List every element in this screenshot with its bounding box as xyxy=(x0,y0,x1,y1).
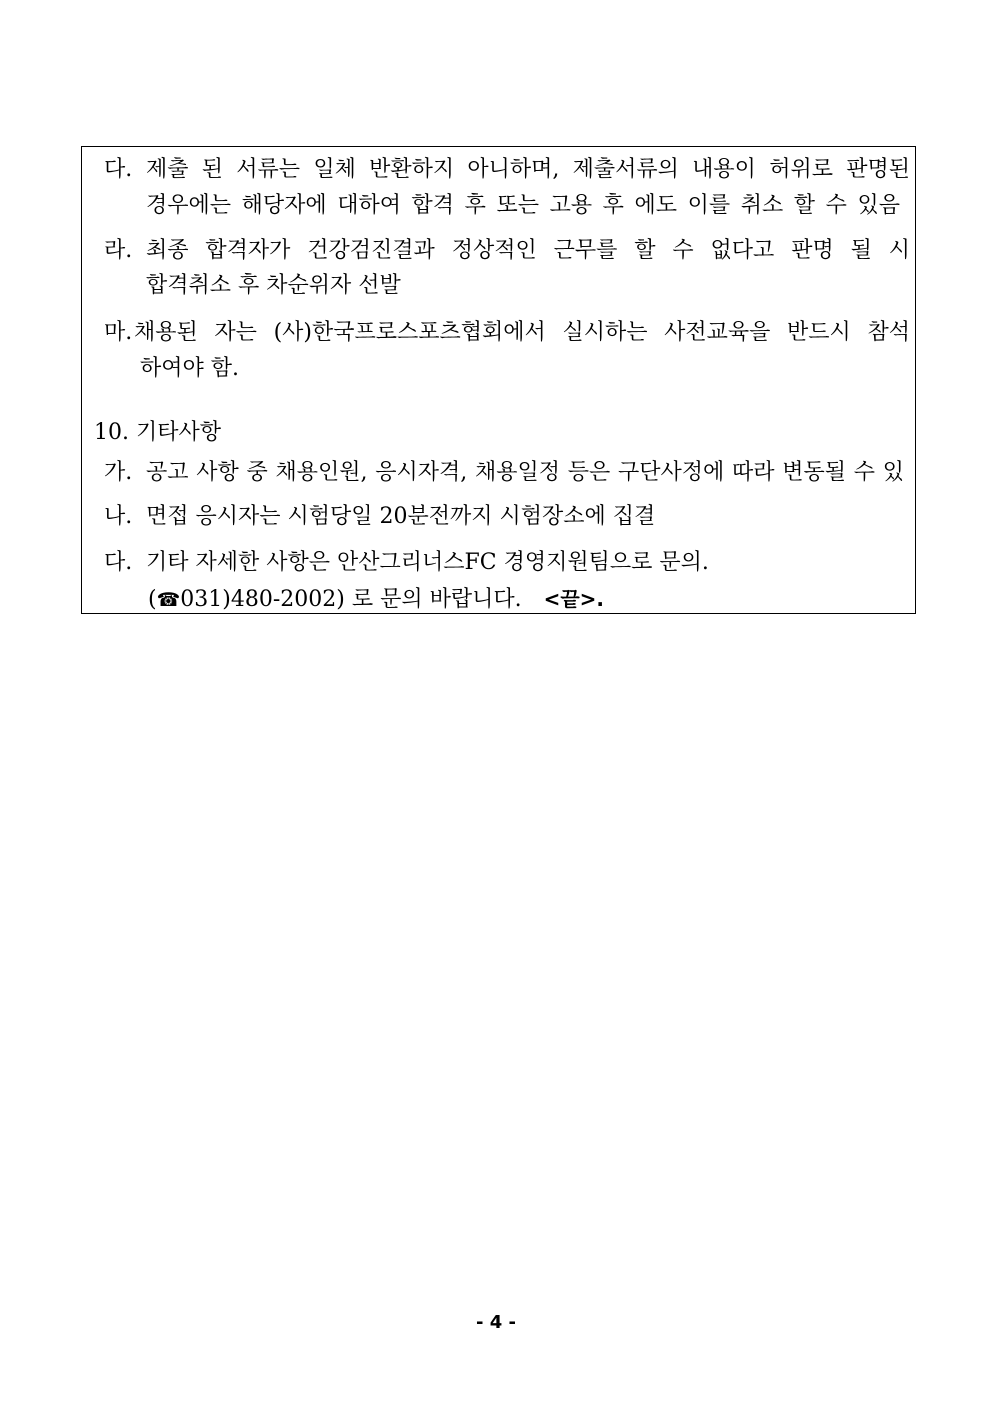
page-number: - 4 - xyxy=(476,1312,516,1333)
item-text-line: 제출 된 서류는 일체 반환하지 아니하며, 제출서류의 내용이 허위로 판명된 xyxy=(146,157,910,182)
phone-icon: ☎ xyxy=(156,589,181,611)
item-text-line: 기타 자세한 사항은 안산그리너스FC 경영지원팀으로 문의. xyxy=(146,550,709,575)
item-marker: 다. xyxy=(104,550,133,575)
item-text-line: 하여야 함. xyxy=(140,356,239,381)
item-text-line: 공고 사항 중 채용인원, 응시자격, 채용일정 등은 구단사정에 따라 변동될 수 있 xyxy=(146,460,904,485)
item-marker: 가. xyxy=(104,460,133,485)
item-text-line: 경우에는 해당자에 대하여 합격 후 또는 고용 후 에도 이를 취소 할 수 있음 xyxy=(146,193,900,218)
item-text-line: 최종 합격자가 건강검진결과 정상적인 근무를 할 수 없다고 판명 될 시 xyxy=(146,238,910,263)
contact-text: 031)480-2002) 로 문의 바랍니다. xyxy=(180,587,522,612)
contact-open-paren: ( xyxy=(148,587,157,612)
contact-line xyxy=(148,584,604,615)
item-text-line: 면접 응시자는 시험당일 20분전까지 시험장소에 집결 xyxy=(146,504,656,529)
item-marker: 다. xyxy=(104,157,133,182)
item-marker: 라. xyxy=(104,238,133,263)
section-heading: 10. 기타사항 xyxy=(94,420,221,445)
item-text-line: 합격취소 후 차순위자 선발 xyxy=(146,273,401,298)
end-mark: <끝>. xyxy=(543,587,605,611)
content-box xyxy=(81,146,916,614)
item-marker: 마. xyxy=(104,320,133,345)
item-text-line: 채용된 자는 (사)한국프로스포츠협회에서 실시하는 사전교육을 반드시 참석 xyxy=(134,320,910,345)
item-marker: 나. xyxy=(104,504,133,529)
